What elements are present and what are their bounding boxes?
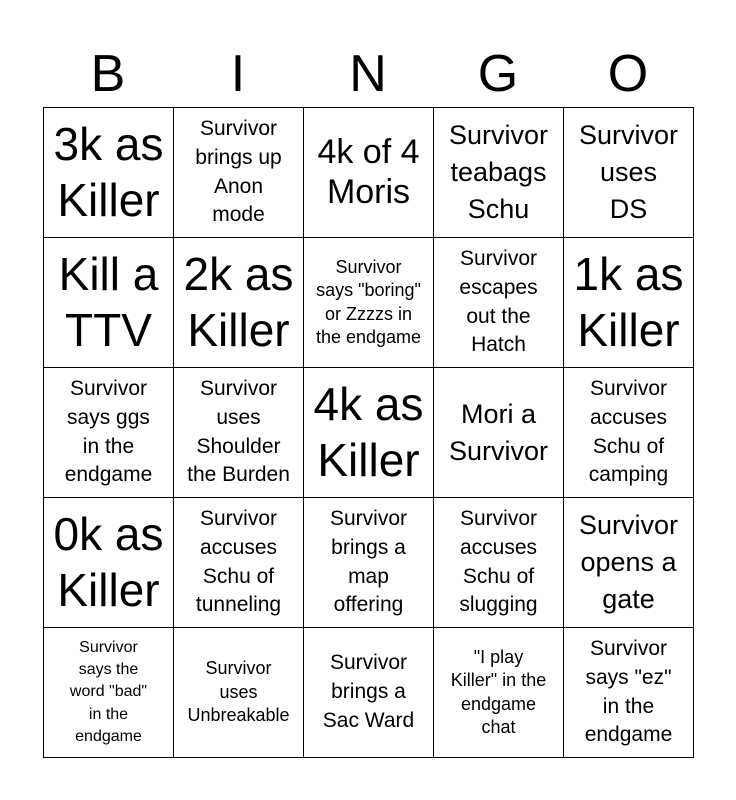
header-letter-i: I bbox=[230, 45, 246, 103]
bingo-cell[interactable]: Survivor says ggs in the endgame bbox=[44, 368, 174, 498]
bingo-cell[interactable]: Survivor escapes out the Hatch bbox=[434, 238, 564, 368]
bingo-cell[interactable]: 3k as Killer bbox=[44, 108, 174, 238]
bingo-cell[interactable]: 2k as Killer bbox=[174, 238, 304, 368]
header-letter-n: N bbox=[349, 45, 387, 103]
bingo-cell[interactable]: Survivor says "boring" or Zzzzs in the endgame bbox=[304, 238, 434, 368]
bingo-cell[interactable]: Mori a Survivor bbox=[434, 368, 564, 498]
bingo-header bbox=[43, 40, 693, 108]
bingo-cell[interactable]: 0k as Killer bbox=[44, 498, 174, 628]
bingo-cell[interactable]: Survivor accuses Schu of slugging bbox=[434, 498, 564, 628]
header-letter-b: B bbox=[90, 45, 126, 103]
bingo-cell[interactable]: Survivor uses Unbreakable bbox=[174, 628, 304, 758]
bingo-cell[interactable]: Survivor accuses Schu of camping bbox=[564, 368, 694, 498]
bingo-cell[interactable]: Survivor teabags Schu bbox=[434, 108, 564, 238]
header-letter-o: O bbox=[607, 45, 649, 103]
bingo-cell[interactable]: Survivor brings a map offering bbox=[304, 498, 434, 628]
bingo-cell[interactable]: Survivor accuses Schu of tunneling bbox=[174, 498, 304, 628]
bingo-cell[interactable]: Survivor brings up Anon mode bbox=[174, 108, 304, 238]
bingo-cell[interactable]: 4k of 4 Moris bbox=[304, 108, 434, 238]
header-letter-g: G bbox=[477, 45, 519, 103]
bingo-cell[interactable]: 4k as Killer bbox=[304, 368, 434, 498]
bingo-cell[interactable]: "I play Killer" in the endgame chat bbox=[434, 628, 564, 758]
bingo-cell[interactable]: Survivor opens a gate bbox=[564, 498, 694, 628]
bingo-grid bbox=[43, 107, 694, 758]
bingo-cell[interactable]: Survivor says the word "bad" in the endgame bbox=[44, 628, 174, 758]
bingo-cell[interactable]: Survivor uses DS bbox=[564, 108, 694, 238]
bingo-cell[interactable]: Survivor says "ez" in the endgame bbox=[564, 628, 694, 758]
bingo-cell[interactable]: Survivor brings a Sac Ward bbox=[304, 628, 434, 758]
bingo-cell[interactable]: 1k as Killer bbox=[564, 238, 694, 368]
bingo-cell[interactable]: Kill a TTV bbox=[44, 238, 174, 368]
bingo-cell[interactable]: Survivor uses Shoulder the Burden bbox=[174, 368, 304, 498]
